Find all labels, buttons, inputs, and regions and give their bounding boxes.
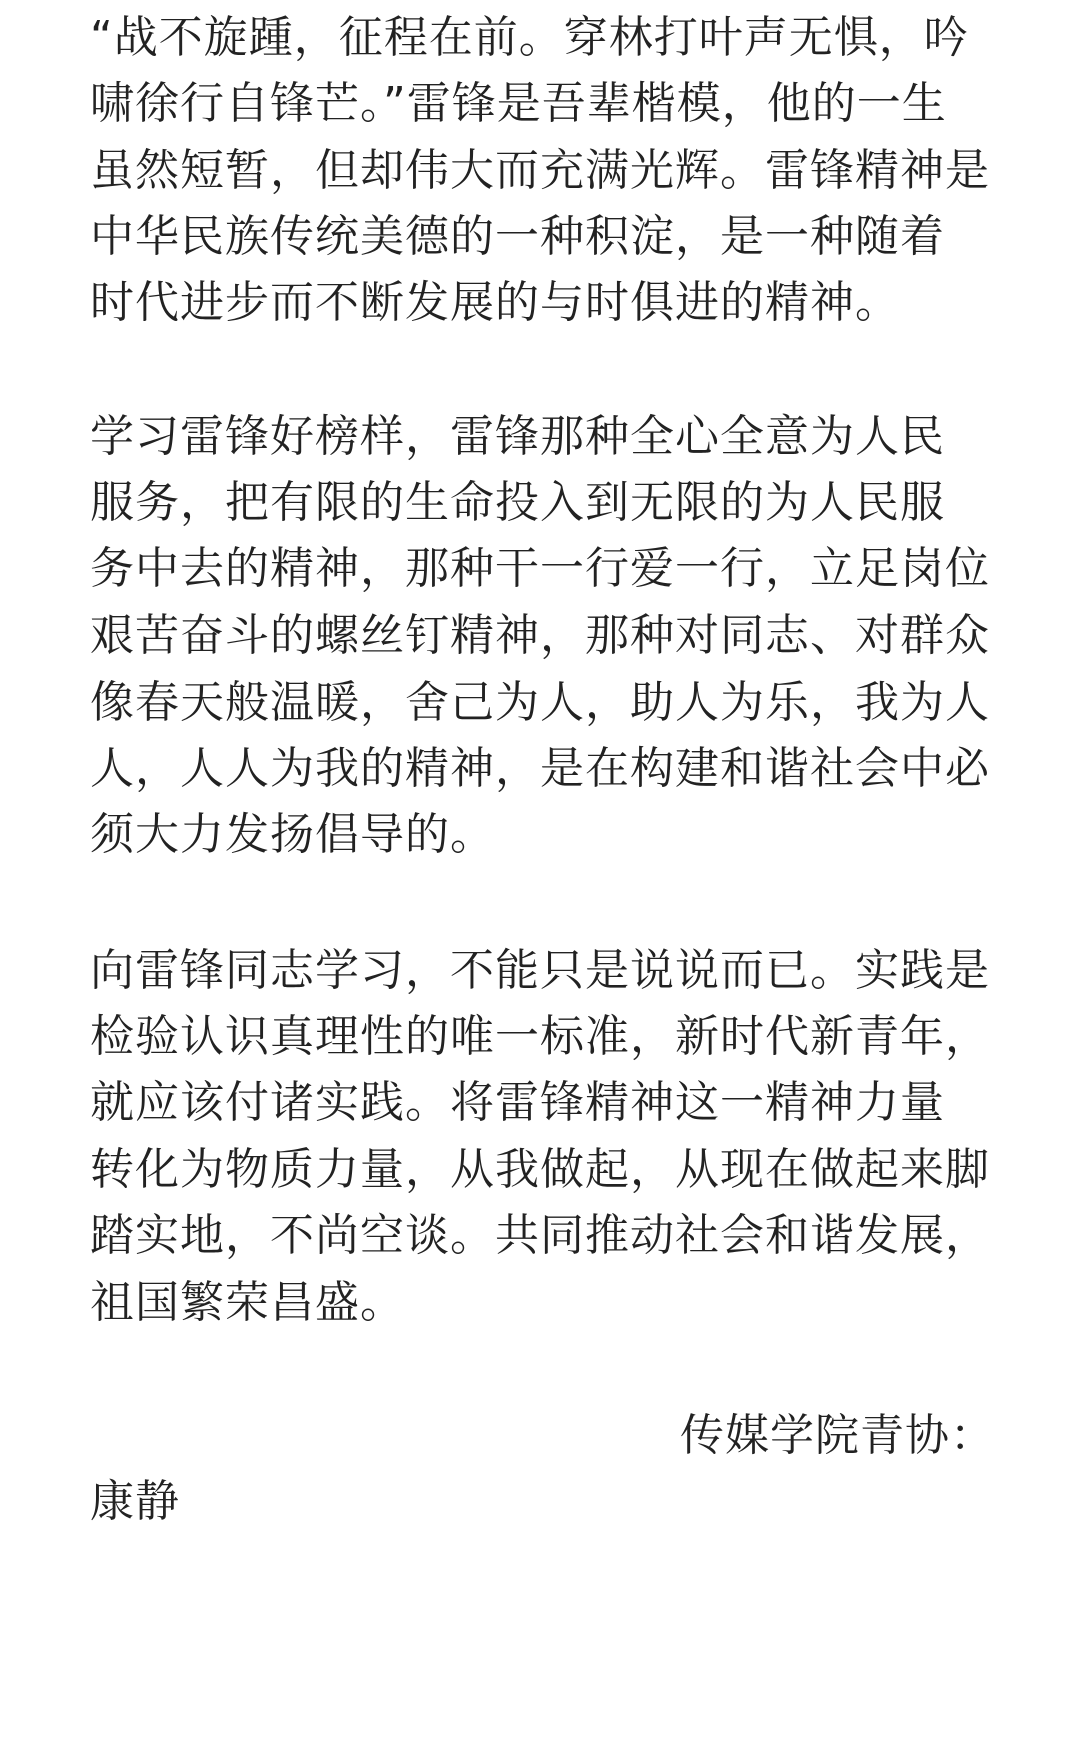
paragraph-1-line-2: 啸徐行自锋芒。”雷锋是吾辈楷模，他的一生: [90, 78, 947, 129]
paragraph-1-line-4: 中华民族传统美德的一种积淀，是一种随着: [90, 211, 945, 262]
paragraph-3-line-4: 转化为物质力量，从我做起，从现在做起来脚: [90, 1144, 990, 1195]
paragraph-2-line-2: 服务，把有限的生命投入到无限的为人民服: [90, 477, 945, 528]
signature-organization: 传媒学院青协：: [680, 1410, 995, 1461]
paragraph-1-line-1: “战不旋踵，征程在前。穿林打叶声无惧，吟: [90, 12, 969, 63]
paragraph-1-line-5: 时代进步而不断发展的与时俱进的精神。: [90, 277, 900, 328]
paragraph-2-line-3: 务中去的精神，那种干一行爱一行，立足岗位: [90, 543, 990, 594]
paragraph-3-line-5: 踏实地，不尚空谈。共同推动社会和谐发展，: [90, 1210, 990, 1261]
signature-name: 康静: [90, 1476, 180, 1527]
paragraph-3-line-1: 向雷锋同志学习，不能只是说说而已。实践是: [90, 945, 990, 996]
paragraph-3-line-6: 祖国繁荣昌盛。: [90, 1277, 405, 1328]
paragraph-3-line-2: 检验认识真理性的唯一标准，新时代新青年，: [90, 1011, 990, 1062]
paragraph-1-line-3: 虽然短暂，但却伟大而充满光辉。雷锋精神是: [90, 145, 990, 196]
paragraph-2-line-7: 须大力发扬倡导的。: [90, 809, 495, 860]
paragraph-2-line-4: 艰苦奋斗的螺丝钉精神，那种对同志、对群众: [90, 610, 990, 661]
paragraph-2-line-5: 像春天般温暖，舍己为人，助人为乐，我为人: [90, 677, 990, 728]
paragraph-3-line-3: 就应该付诸实践。将雷锋精神这一精神力量: [90, 1077, 945, 1128]
paragraph-2-line-6: 人，人人为我的精神，是在构建和谐社会中必: [90, 743, 990, 794]
paragraph-2-line-1: 学习雷锋好榜样，雷锋那种全心全意为人民: [90, 411, 945, 462]
